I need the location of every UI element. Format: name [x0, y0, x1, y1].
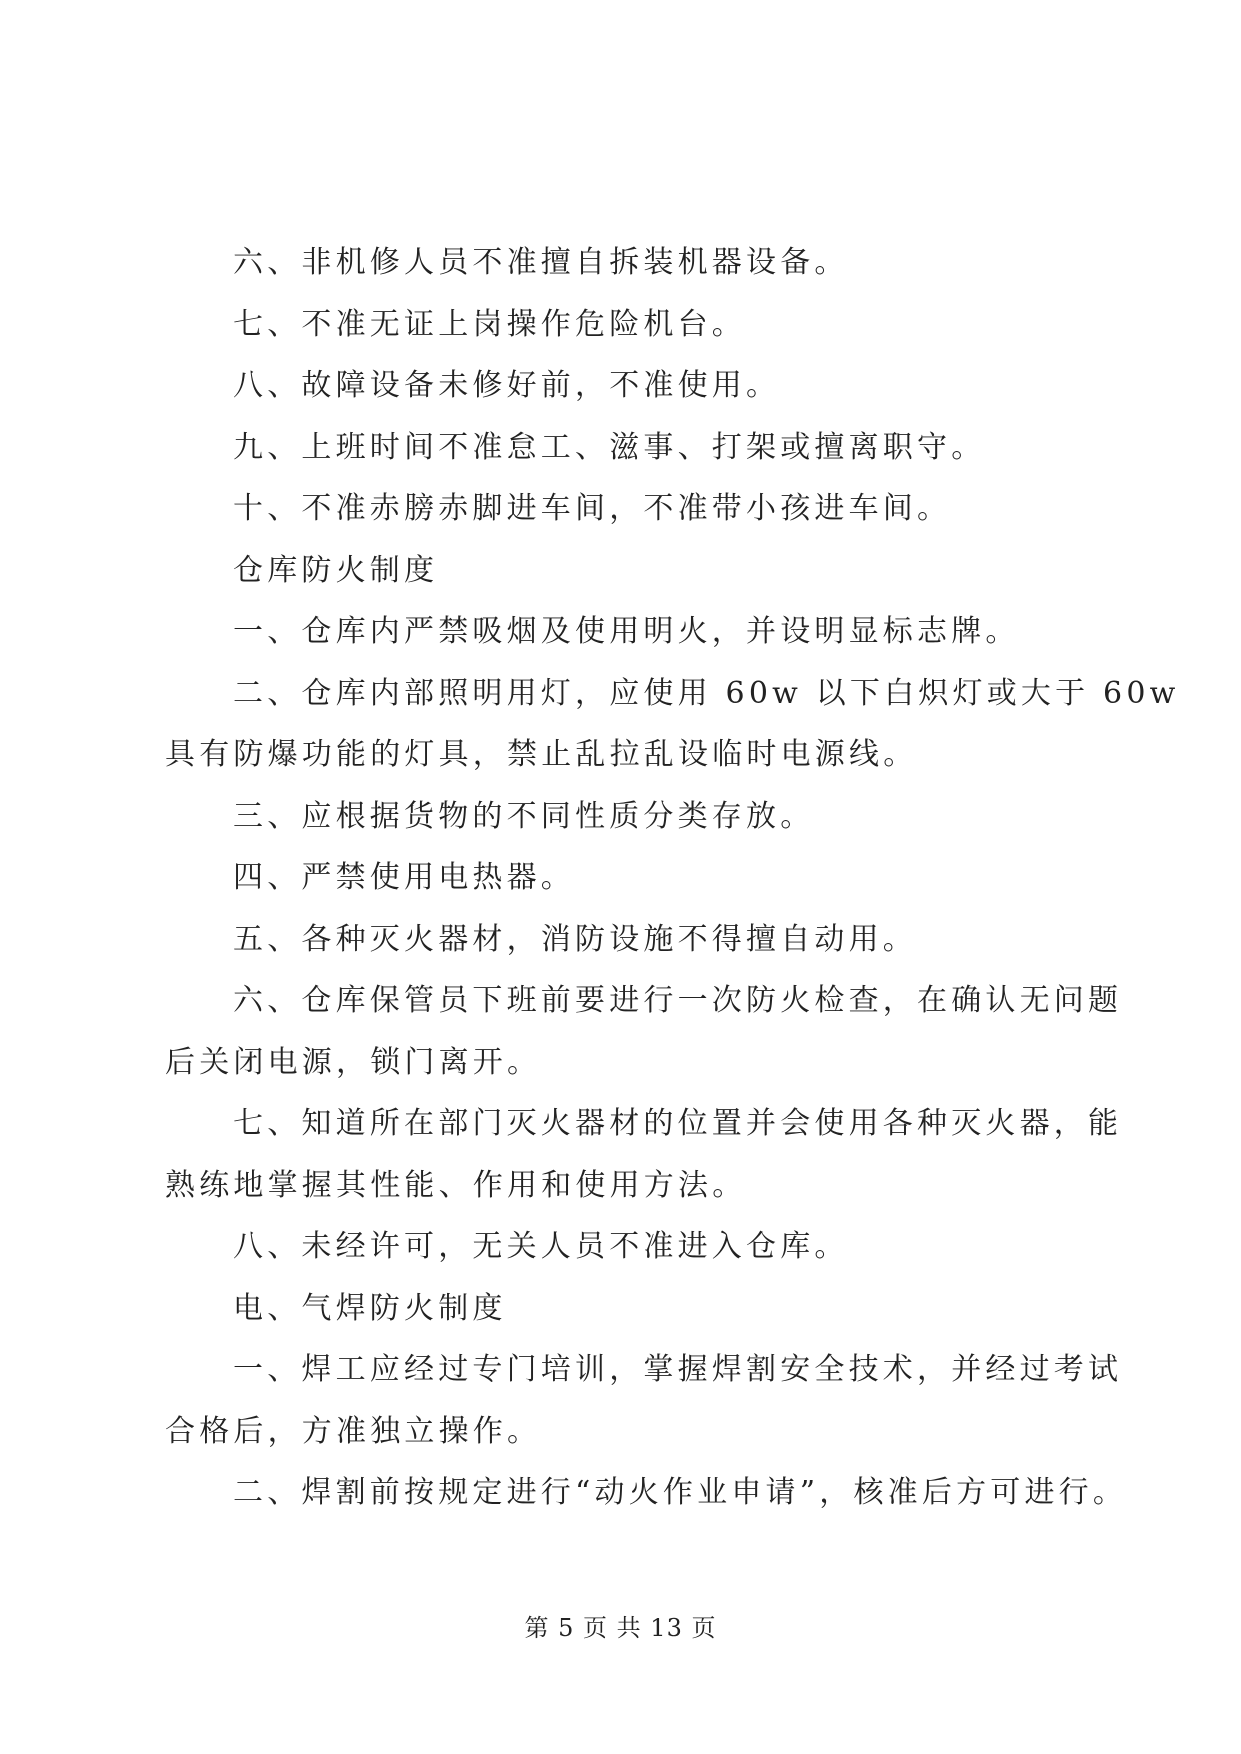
text-line: 六、仓库保管员下班前要进行一次防火检查，在确认无问题 [233, 983, 1123, 1018]
text-line: 五、各种灭火器材，消防设施不得擅自动用。 [233, 921, 917, 957]
text-line: 熟练地掌握其性能、作用和使用方法。 [165, 1167, 747, 1203]
text-line: 六、非机修人员不准擅自拆装机器设备。 [233, 245, 849, 280]
text-line: 八、故障设备未修好前，不准使用。 [233, 368, 781, 403]
text-line: 七、知道所在部门灭火器材的位置并会使用各种灭火器，能 [233, 1106, 1123, 1141]
text-line: 二、焊割前按规定进行“动火作业申请”，核准后方可进行。 [233, 1475, 1128, 1510]
page-footer: 第 5 页 共 13 页 [524, 1614, 717, 1642]
text-line: 八、未经许可，无关人员不准进入仓库。 [233, 1229, 849, 1264]
text-line: 一、焊工应经过专门培训，掌握焊割安全技术，并经过考试 [233, 1352, 1123, 1387]
text-line: 电、气焊防火制度 [233, 1290, 507, 1326]
document-body [165, 232, 1180, 1524]
text-line: 一、仓库内严禁吸烟及使用明火，并设明显标志牌。 [233, 614, 1020, 649]
text-line: 合格后，方准独立操作。 [165, 1413, 542, 1449]
text-line: 四、严禁使用电热器。 [233, 860, 575, 895]
text-line: 七、不准无证上岗操作危险机台。 [233, 306, 746, 342]
text-line: 具有防爆功能的灯具，禁止乱拉乱设临时电源线。 [165, 737, 918, 772]
text-line: 三、应根据货物的不同性质分类存放。 [233, 798, 815, 834]
text-line: 十、不准赤膀赤脚进车间，不准带小孩进车间。 [233, 491, 952, 526]
text-line: 二、仓库内部照明用灯，应使用 60w 以下白炽灯或大于 60w [233, 675, 1180, 711]
text-line: 仓库防火制度 [233, 552, 439, 588]
text-line: 九、上班时间不准怠工、滋事、打架或擅离职守。 [233, 429, 986, 465]
text-line: 后关闭电源，锁门离开。 [165, 1044, 542, 1080]
